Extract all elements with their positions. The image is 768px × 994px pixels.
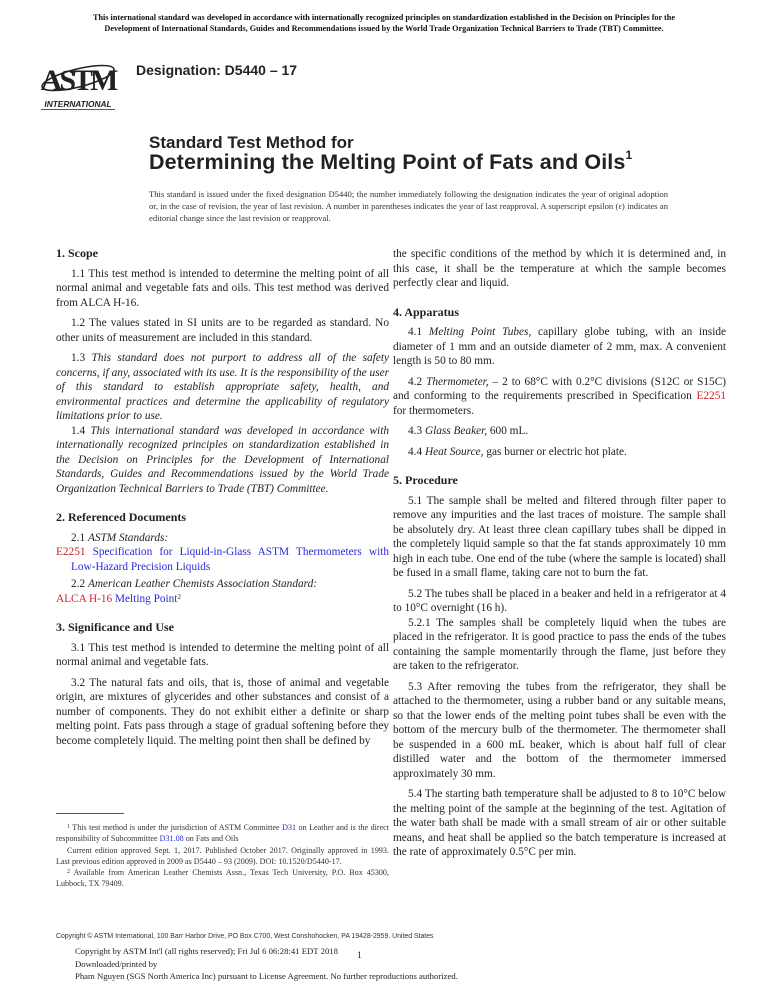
para-4-1 — [393, 325, 726, 369]
para-4-4-text: gas burner or electric hot plate. — [483, 445, 627, 458]
heading-referenced-documents: 2. Referenced Documents — [56, 510, 187, 524]
para-1-4 — [56, 424, 389, 497]
download-stamp-line-2: Downloaded/printed by — [75, 958, 158, 969]
para-4-4 — [393, 445, 726, 460]
footnote-1-text-a: This test method is under the jurisdiction of ASTM Committee — [70, 823, 283, 832]
para-5-3: 5.3 After removing the tubes from the refrigerator, they shall be attached to the thermometer, using a rubber band or any suitable means, so that the lower ends of the melting point tubes shall be even with the bottom of the mercury bulb of the thermometer. The thermometer shall be suspended in a 600 mL beaker, which is about half full of clear distilled water and the bottom of the thermometer immersed approximately 30 mm. — [393, 680, 726, 780]
para-1-1: 1.1 This test method is intended to determine the melting point of all normal animal and vegetable fats and oils. This test method was derived from ALCA H-16. — [56, 267, 389, 309]
logo-tagline: INTERNATIONAL — [44, 99, 112, 109]
para-2-1-num: 2.1 — [71, 531, 88, 544]
para-5-1: 5.1 The sample shall be melted and filtered through filter paper to remove any impurities and the last traces of moisture. The sample shall be absolutely dry. At least three clean capillary tubes shall be dipped in the completely liquid sample so that the fat stands approximately 10 mm high in each tube. One end of the tube (where the sample is located) shall be fused in a small flame, taking care not to burn the fat. — [393, 494, 726, 579]
para-2-2-num: 2.2 — [71, 578, 88, 590]
left-column — [56, 246, 389, 754]
tbt-notice — [0, 12, 768, 34]
download-stamp — [75, 945, 458, 983]
heading-significance: 3. Significance and Use — [56, 620, 175, 634]
footnote-edition: Current edition approved Sept. 1, 2017. Published October 2017. Originally approved in 1993. Last previous edition approved in 2009 as D5440 – 93 (2009). DOI: 10.1520/D5440-17. — [56, 845, 389, 866]
para-1-3-num: 1.3 — [71, 352, 92, 364]
copyright-line: Copyright © ASTM International, 100 Barr Harbor Drive, PO Box C700, West Conshohocken, PA 19428-2959. United States — [56, 933, 434, 940]
title-line-1: Standard Test Method for — [149, 133, 354, 152]
heading-apparatus: 4. Apparatus — [393, 304, 460, 319]
designation — [136, 62, 297, 78]
para-5-2-1: 5.2.1 The samples shall be completely liquid when the tubes are placed in the refrigerator. It is good practice to pass the ends of the tubes containing the sample momentarily through the flame, just before they are taken to the refrigerator. — [393, 616, 726, 672]
para-4-2-text-a: – 2 to 68°C with 0.2°C divisions (S12C or S15C) and conforming to the requirements prescribed in Specification — [393, 375, 726, 402]
para-2-1-text: ASTM Standards: — [87, 531, 169, 544]
para-3-2-continued: the specific conditions of the method by which it is determined and, in this case, it shall be the temperature at which the sample becomes perfectly clear and liquid. — [393, 248, 726, 289]
footnote-2-mark: 2 — [67, 869, 70, 876]
para-3-2: 3.2 The natural fats and oils, that is, those of animal and vegetable origin, are mixtures of glycerides and other substances and consist of a number of components. They do not exhibit either a definite or sharp melting point. Fats pass through a stage of gradual softening before they become completely liquid. The melting point then shall be defined by — [56, 676, 389, 747]
para-4-3-num: 4.3 — [408, 425, 425, 437]
astm-logo-icon — [38, 52, 118, 112]
ref-e2251 — [56, 545, 389, 574]
designation-dash: – — [265, 62, 282, 78]
para-1-2: 1.2 The values stated in SI units are to be regarded as standard. No other units of measurement are included in this standard. — [56, 317, 389, 344]
para-1-3-text: This standard does not purport to address all of the safety concerns, if any, associated with its use. It is the responsibility of the user of this standard to establish appropriate safety, health, and environmental practices and determine the applicability of regulatory limitations prior to use. — [56, 352, 389, 422]
issued-note: This standard is issued under the fixed designation D5440; the number immediately following the designation indicates the year of original adoption or, in the case of revision, the year of last revision. A number in parentheses indicates the year of last reapproval. A superscript epsilon (ε) indicates an editorial change since the last revision or reapproval. — [149, 189, 668, 224]
heading-scope: 1. Scope — [56, 246, 98, 260]
astm-logo — [38, 52, 118, 112]
para-4-2-term: Thermometer, — [426, 375, 489, 388]
para-2-2-text: American Leather Chemists Association Standard: — [87, 578, 318, 590]
para-4-3-text: 600 mL. — [487, 425, 529, 437]
title-line-2 — [149, 150, 632, 175]
para-2-2 — [56, 577, 389, 592]
designation-label: Designation: D5440 — [136, 62, 266, 78]
right-column — [393, 247, 726, 866]
tbt-notice-line-1: This international standard was developed in accordance with internationally recognized principles on standardization established in the Decision on Principles for the — [93, 13, 675, 22]
link-e2251-title[interactable]: Specification for Liquid-in-Glass ASTM Thermometers with Low-Hazard Precision Liquids — [71, 546, 389, 573]
title-footnote-ref[interactable]: 1 — [625, 148, 633, 162]
footnote-2 — [56, 867, 389, 890]
para-4-2-num: 4.2 — [408, 375, 427, 388]
para-3-1: 3.1 This test method is intended to determine the melting point of all normal animal and vegetable fats. — [56, 641, 389, 668]
para-4-4-num: 4.4 — [408, 445, 425, 458]
para-5-4: 5.4 The starting bath temperature shall be adjusted to 8 to 10°C below the melting point of the sample at the beginning of the test. Agitation of the water bath shall be made with a small stream of air or other suitable means, and heat shall be applied so the batch temperature is increased at the rate of approximately 0.5°C per min. — [393, 788, 726, 858]
page-number: 1 — [357, 951, 362, 961]
tbt-notice-line-2: Development of International Standards, Guides and Recommendations issued by the World Trade Organization Technical Barriers to Trade (TBT) Committee. — [104, 24, 664, 33]
para-4-2-text-b: for thermometers. — [393, 404, 474, 417]
footnote-1-text-c: on Fats and Oils — [183, 834, 239, 844]
link-e2251[interactable]: E2251 — [56, 546, 86, 558]
heading-procedure: 5. Procedure — [393, 473, 458, 487]
link-alca-title[interactable]: Melting Point — [112, 592, 178, 605]
footnote-1-mark: 1 — [67, 824, 70, 830]
para-4-1-text: capillary globe tubing, with an inside diameter of 1 mm and an outside diameter of 2 mm, max. A convenient length is 50 to 80 mm. — [393, 326, 726, 367]
link-d31-08[interactable]: D31.08 — [159, 834, 184, 844]
para-4-3-term: Glass Beaker, — [424, 425, 488, 437]
para-4-3 — [393, 424, 726, 439]
footnote-ref-2[interactable]: 2 — [177, 592, 181, 601]
para-4-1-term: Melting Point Tubes, — [428, 326, 532, 338]
para-4-4-term: Heat Source, — [424, 445, 484, 458]
download-stamp-line-1: Copyright by ASTM Int'l (all rights reserved); Fri Jul 6 06:28:41 EDT 2018 — [75, 946, 338, 956]
designation-year: 17 — [281, 62, 298, 78]
para-4-2 — [393, 375, 726, 419]
para-4-1-num: 4.1 — [408, 326, 429, 338]
link-alca-h16[interactable]: ALCA H-16 — [56, 592, 113, 605]
download-stamp-line-3: Pham Nguyen (SGS North America Inc) pursuant to License Agreement. No further reproductions authorized. — [75, 971, 458, 981]
para-5-2: 5.2 The tubes shall be placed in a beaker and held in a refrigerator at 4 to 10°C overnight (16 h). — [393, 587, 726, 614]
para-2-1 — [56, 531, 389, 546]
footnote-2-text: Available from American Leather Chemists Assn., Texas Tech University, P.O. Box 45300, Lubbock, TX 79409. — [56, 868, 389, 889]
link-d31[interactable]: D31 — [282, 823, 297, 832]
para-1-4-text: This international standard was developed in accordance with internationally recognized principles on standardization established in the Decision on Principles for the Development of International Standards, Guides and Recommendations issued by the World Trade Organization Technical Barriers to Trade (TBT) Committee. — [56, 424, 389, 495]
para-1-4-num: 1.4 — [71, 424, 91, 437]
footnote-rule — [56, 813, 124, 814]
para-1-3 — [56, 351, 389, 424]
footnote-1-text-b: on Leather and is the direct responsibility of Subcommittee — [56, 823, 389, 844]
footnote-1 — [56, 822, 389, 845]
title-main: Determining the Melting Point of Fats and Oils — [149, 150, 626, 174]
footnotes — [56, 822, 389, 890]
ref-alca — [56, 592, 389, 607]
link-e2251-inline[interactable]: E2251 — [696, 390, 726, 402]
logo-letters: ASTM — [40, 64, 116, 97]
